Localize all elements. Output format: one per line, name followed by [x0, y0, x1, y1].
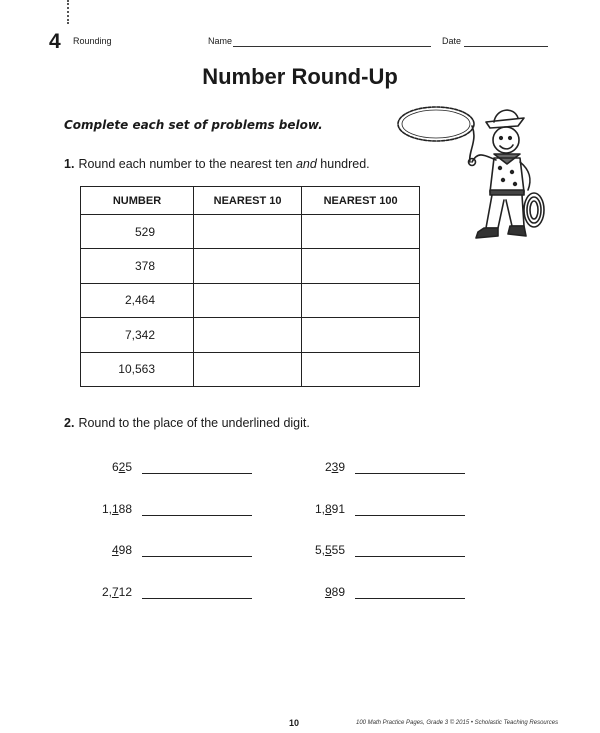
digits-after: 98	[118, 543, 132, 557]
round-problem	[293, 502, 345, 516]
answer-blank[interactable]	[142, 473, 252, 474]
round-problem	[80, 585, 132, 599]
nearest-100-answer[interactable]	[302, 249, 420, 283]
digits-after: 91	[331, 502, 345, 516]
question-1-emphasis: and	[295, 157, 317, 171]
header-nearest-10: NEAREST 10	[194, 187, 302, 215]
question-1-text-start: Round each number to the nearest ten	[78, 157, 296, 171]
header-nearest-100: NEAREST 100	[302, 187, 420, 215]
footer-page-number: 10	[289, 718, 300, 728]
answer-blank[interactable]	[355, 515, 465, 516]
answer-blank[interactable]	[142, 515, 252, 516]
date-label: Date	[442, 36, 462, 46]
answer-blank[interactable]	[355, 598, 465, 599]
underlined-digit: 2	[118, 460, 126, 474]
answer-blank[interactable]	[142, 598, 252, 599]
nearest-10-answer[interactable]	[194, 215, 302, 249]
round-problem	[80, 543, 132, 557]
nearest-100-answer[interactable]	[302, 318, 420, 352]
round-problem	[293, 585, 345, 599]
section-number: 4	[49, 30, 61, 53]
table-row	[81, 215, 420, 249]
margin-dotted-rule	[67, 0, 69, 24]
digits-before: 2,	[101, 585, 112, 599]
digits-after: 89	[331, 585, 345, 599]
round-problem	[293, 543, 345, 557]
answer-blank[interactable]	[355, 556, 465, 557]
number-cell: 529	[81, 215, 194, 249]
header-number: NUMBER	[81, 187, 194, 215]
answer-blank[interactable]	[142, 556, 252, 557]
table-row	[81, 352, 420, 386]
nearest-100-answer[interactable]	[302, 283, 420, 317]
page-title: Number Round-Up	[202, 64, 398, 89]
round-problem	[80, 502, 132, 516]
underlined-digit: 9	[324, 585, 332, 599]
question-2-number: 2.	[64, 416, 75, 430]
underlined-digit: 5	[324, 543, 332, 557]
underlined-digit: 8	[324, 502, 332, 516]
digits-after: 55	[331, 543, 345, 557]
nearest-10-answer[interactable]	[194, 318, 302, 352]
nearest-10-answer[interactable]	[194, 249, 302, 283]
round-problem	[293, 460, 345, 474]
digits-before: 2	[324, 460, 332, 474]
underlined-digit: 7	[111, 585, 119, 599]
nearest-100-answer[interactable]	[302, 352, 420, 386]
footer-credit: 100 Math Practice Pages, Grade 3 © 2015 • Scholastic Teaching Resources	[356, 720, 559, 726]
table-row	[81, 249, 420, 283]
instructions: Complete each set of problems below.	[64, 118, 323, 132]
table-row	[81, 283, 420, 317]
table-row	[81, 318, 420, 352]
digits-after: 88	[118, 502, 132, 516]
digits-before: 1,	[314, 502, 325, 516]
table-header-row	[81, 187, 420, 215]
number-cell: 2,464	[81, 283, 194, 317]
name-label: Name	[208, 36, 233, 46]
number-cell: 10,563	[81, 352, 194, 386]
question-2	[64, 416, 310, 430]
worksheet-header	[0, 30, 600, 52]
topic-label: Rounding	[73, 36, 112, 46]
underlined-digit: 3	[331, 460, 339, 474]
digits-before: 1,	[101, 502, 112, 516]
digits-after: 12	[118, 585, 132, 599]
underlined-digit: 4	[111, 543, 119, 557]
number-cell: 7,342	[81, 318, 194, 352]
digits-before: 5,	[314, 543, 325, 557]
rounding-table	[80, 186, 420, 387]
question-1	[64, 157, 370, 171]
digits-after: 5	[125, 460, 132, 474]
date-field[interactable]	[464, 46, 548, 47]
round-problem	[80, 460, 132, 474]
cowboy-lasso-illustration	[386, 100, 550, 250]
digits-after: 9	[338, 460, 345, 474]
nearest-10-answer[interactable]	[194, 283, 302, 317]
question-2-text: Round to the place of the underlined digit.	[78, 416, 310, 430]
answer-blank[interactable]	[355, 473, 465, 474]
underlined-digit: 1	[111, 502, 119, 516]
number-cell: 378	[81, 249, 194, 283]
name-field[interactable]	[233, 46, 431, 47]
digits-before: 6	[111, 460, 119, 474]
nearest-10-answer[interactable]	[194, 352, 302, 386]
question-1-number: 1.	[64, 157, 75, 171]
question-1-text-end: hundred.	[316, 157, 370, 171]
